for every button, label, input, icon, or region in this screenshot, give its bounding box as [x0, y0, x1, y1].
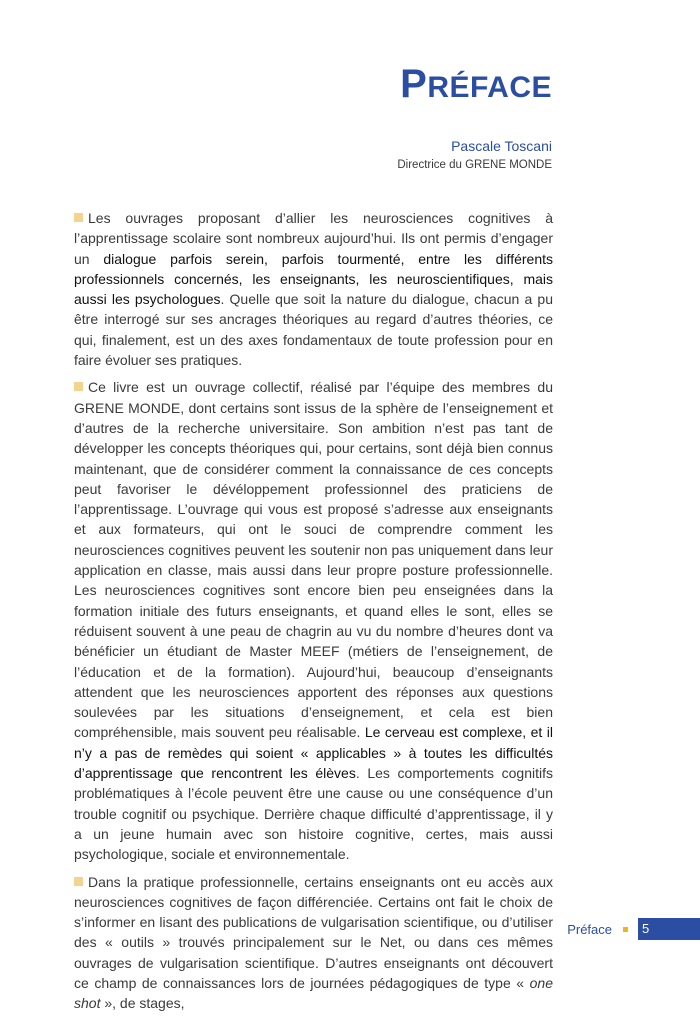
author-block — [397, 137, 552, 174]
paragraph — [74, 208, 553, 370]
paragraph-text: Ce livre est un ouvrage collectif, réalisé par l’équipe des membres du GRENE MONDE, dont certains sont issus de la sphère de l’enseignement et d’autres de la recherche universitaire. Son ambition n’est pas tant de développer les concepts théoriques qui, pour certains, sont déjà bien connus maintenant, que de considérer comment la connaissance de ces concepts peut favoriser le dévéloppement professionnel des praticiens de l’apprentissage. L’ouvrage qui vous est proposé s’adresse aux enseignants et aux formateurs, qui ont le souci de comprendre comment les neurosciences cognitives peuvent les soutenir non pas uniquement dans leur application en classe, mais aussi dans leur propre posture professionnelle. Les neurosciences cognitives sont encore bien peu enseignées dans la formation initiale des futurs enseignants, et quand elles le sont, elles se réduisent souvent à une peau de chagrin au vu du nombre d’heures dont va bénéficier un étudiant de Master MEEF (métiers de l’enseignement, de l’éducation et de la formation). Aujourd’hui, beaucoup d’enseignants attendent que les neurosciences apportent des réponses aux questions soulevées par les situations d’enseignement, et cela est bien compréhensible, mais souvent peu réalisable. — [74, 379, 553, 741]
title-initial: P — [400, 62, 428, 106]
square-bullet-icon — [74, 213, 83, 222]
author-name: Pascale Toscani — [451, 138, 552, 154]
paragraph-text: Les ouvrages proposant d’allier les neurosciences cognitives à l’apprentissage scolaire sont nombreux aujourd’hui. Ils ont permis d’engager un — [74, 210, 553, 267]
emphasis-text: dialogue parfois serein, parfois tourmenté, entre les différents professionnels concernés, les enseignants, les neuroscientifiques, mais aussi les psychologues — [74, 250, 553, 308]
square-bullet-icon — [74, 382, 83, 391]
paragraph-text: . Les comportements cognitifs problématiques à l’école peuvent être une cause ou une conséquence d’un trouble cognitif ou psychique. Derrière chaque difficulté d’apprentissage, il y a un jeune humain avec son histoire cognitive, certes, mais aussi psychologique, sociale et environnementale. — [74, 765, 553, 863]
footer-section-label: Préface — [567, 921, 612, 937]
page-footer — [567, 918, 700, 940]
paragraph-text: Dans la pratique professionnelle, certains enseignants ont eu accès aux neurosciences cognitives de façon différenciée. Certains ont fait le choix de s’informer en lisant des publications de vulgarisation scientifique, ou d’utiliser des « outils » trouvés principalement sur le Net, ou dans ces mêmes ouvrages de vulgarisation scientifique. D’autres enseignants ont découvert ce champ de connaissances lors de journées pédagogiques de type « — [74, 873, 553, 991]
author-role: Directrice du GRENE MONDE — [397, 159, 552, 171]
page-title — [400, 64, 552, 104]
body-text — [74, 208, 553, 1021]
title-rest: RÉFACE — [427, 71, 552, 104]
emphasis-text: Le cerveau est complexe, et il n’y a pas de remèdes qui soient « applicables » à toutes les difficultés d’apprentissage que rencontrent les élèves — [74, 724, 553, 782]
paragraph-text: », de stages, — [100, 995, 185, 1012]
italic-text: one shot — [74, 974, 553, 1012]
page-number: 5 — [638, 918, 700, 940]
paragraph — [74, 872, 553, 1014]
paragraph-text: . Quelle que soit la nature du dialogue, chacun a pu être interrogé sur ses ancrages théoriques au regard d’autres théories, ce qui, finalement, est un des axes fondamentaux de toute profession pour en faire évoluer ses pratiques. — [74, 291, 553, 369]
dot-separator-icon — [623, 927, 628, 932]
square-bullet-icon — [74, 877, 83, 886]
paragraph — [74, 377, 553, 864]
